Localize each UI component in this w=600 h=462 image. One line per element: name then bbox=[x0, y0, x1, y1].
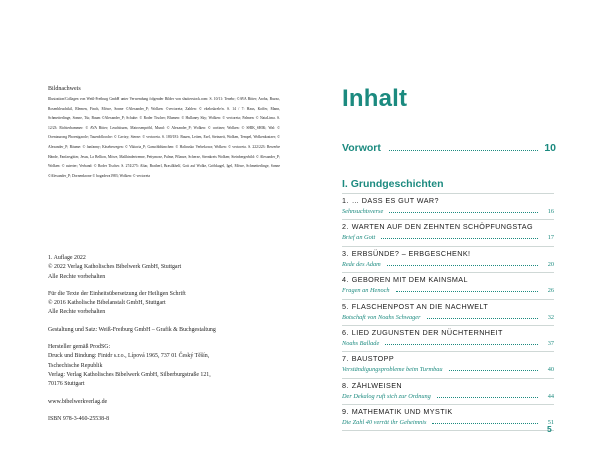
dot-leader bbox=[381, 238, 538, 239]
toc-entry-page-number: 26 bbox=[547, 287, 554, 295]
imprint bbox=[48, 254, 288, 424]
imprint-line: © 2022 Verlag Katholisches Bibelwerk GmbH, Stuttgart bbox=[48, 264, 182, 271]
toc-entry-subtitle: Brief an Gott bbox=[342, 234, 376, 242]
toc-entry bbox=[342, 378, 554, 404]
toc-entry-number: 7. bbox=[342, 354, 349, 364]
toc-entry-page-number: 16 bbox=[547, 208, 554, 215]
dot-leader bbox=[432, 423, 538, 424]
toc-entry-number: 4. bbox=[342, 275, 349, 285]
imprint-line: Tschechische Republik bbox=[48, 362, 103, 369]
imprint-gap bbox=[48, 407, 288, 415]
toc-entry-subtitle-row bbox=[342, 416, 554, 429]
toc-entry-title-text: BAUSTOPP bbox=[351, 354, 395, 364]
dot-leader bbox=[389, 150, 538, 151]
toc-entry bbox=[342, 351, 554, 377]
toc-entry-title bbox=[342, 352, 554, 363]
toc-entry bbox=[342, 404, 554, 430]
toc-entry-title bbox=[342, 194, 554, 205]
toc-entry-title-text: GEBOREN MIT DEM KAINSMAL bbox=[351, 275, 468, 285]
toc-entry-page-number: 20 bbox=[547, 260, 554, 268]
imprint-line: Alle Rechte vorbehalten bbox=[48, 309, 106, 316]
toc-entry bbox=[342, 299, 554, 325]
toc-entry bbox=[342, 193, 554, 219]
toc-entry-page-number: 40 bbox=[547, 366, 554, 374]
imprint-line: 70176 Stuttgart bbox=[48, 381, 85, 388]
toc-entry-subtitle: Fragen an Henoch bbox=[342, 287, 390, 295]
dot-leader bbox=[449, 370, 538, 371]
imprint-line: Verlag: Verlag Katholisches Bibelwerk GmbH, Silberburgstraße 121, bbox=[48, 371, 211, 378]
section-title: I. Grundgeschichten bbox=[342, 178, 444, 190]
imprint-line: www.bibelwerkverlag.de bbox=[48, 398, 108, 405]
imprint-gap bbox=[48, 335, 288, 343]
toc-entry-page-number: 51 bbox=[547, 419, 554, 427]
imprint-line: © 2016 Katholische Bibelanstalt GmbH, Stuttgart bbox=[48, 300, 166, 307]
toc-entry-page-number: 44 bbox=[547, 392, 554, 400]
toc-entry bbox=[342, 272, 554, 298]
dot-leader bbox=[385, 344, 538, 345]
toc-entry-subtitle-row bbox=[342, 311, 554, 324]
toc-entry-number: 3. bbox=[342, 248, 349, 258]
toc-entry-page-number: 32 bbox=[547, 313, 554, 321]
imprint-line: Hersteller gemäß ProdSG: bbox=[48, 344, 111, 351]
imprint-gap bbox=[48, 282, 288, 290]
toc-entry-number: 9. bbox=[342, 407, 349, 417]
toc-entry-subtitle: Die Zahl 40 verrät ihr Geheimnis bbox=[342, 419, 427, 427]
toc-entry-vorwort bbox=[342, 142, 556, 154]
imprint-gap bbox=[48, 318, 288, 326]
toc-entry-number: 1. bbox=[342, 196, 349, 205]
toc-entry-page-number: 17 bbox=[547, 234, 554, 242]
credits-title: Bildnachweis bbox=[48, 86, 81, 92]
toc-entry-title bbox=[342, 326, 554, 337]
toc-entry-subtitle-row bbox=[342, 337, 554, 350]
imprint-line: 1. Auflage 2022 bbox=[48, 255, 86, 261]
toc-entry-subtitle: Der Dekalog ruft sich zur Ordnung bbox=[342, 392, 431, 400]
toc-entry-title-text: MATHEMATIK UND MYSTIK bbox=[351, 407, 453, 417]
vorwort-page-number: 10 bbox=[544, 142, 556, 154]
toc-entry-title bbox=[342, 405, 554, 416]
toc-entry-subtitle: Verständigungsprobleme beim Turmbau bbox=[342, 366, 443, 374]
toc-entry-title-text: FLASCHENPOST AN DIE NACHWELT bbox=[351, 301, 489, 311]
toc-entry-subtitle-row bbox=[342, 258, 554, 271]
toc-entry-title-text: … DASS ES GUT WAR? bbox=[351, 196, 439, 205]
imprint-line: Druck und Bindung: Finidr s.r.o., Lípová 1965, 737 01 Český Těšín, bbox=[48, 353, 210, 360]
credits-text: Illustration/Collagen von Weiß-Freiburg GmbH unter Verwendung folgender Bilder von shutterstock.com: S. 10/11: Tenebr; ©AVA Bitter; Aroba, Buzzo, Rosenbleuchtkil, Rlemen, Finch, Möwe, Sonne ©Alexander_P; Wolken: ©vectoreta; Zahlen: © ekeloskrele/n. S. 14 / 7: Haus, Koffer, Mann, Schmetterlinge, Sonne, Tür, Baum ©Alexander_P; Schuhe: © Roder Tischer; Blumen: © Hullaney Sky; Wolken: © vectoreta; Palmen: © NataLima. S. 12/23: Richterhammer: © AVA Bitter; Leuchtturm, Matrosenpröbl, Mund: © Alexander_P; Wolken: © cortiner; Wolken: © SHIK_SHIK; Wal: © Ocentaurong Phoenigarole; Tauenbflooche: © Cavizy; Sterne: © vectoreta. S. 180/181: Bauen, Leiten, Esel, Steinzeit, Wolken, Tempel, Wolkenkratzer; © Alexander_P; Bäume: © fanfanny; Käsebewegen: © Viktoria_P; Ganschblümchen: © Halirusko Verbekowa; Wolken: © vectoreta. S. 222/223: Bewerbe Hände, Fanfarsgitter, Jesus, La Bellion, Möwe, Maßhindertrenne, Pettymose, Palme, Pflanze, Scherze, Sternkreis Wolken; Steinbergerbild: © Alexander_P; Wolken: © asterter; Verband: © Roder Tischer. S. 274/275: Altar, Bratherl, Brasilkhelf, Gott auf Wolke, Gröbkugel, Igel, Möwe, Schmetterlinge, Sonne ©Alexander_P; Dornenkrone © bogadeva1983; Wolken: © vectoreta bbox=[48, 97, 280, 178]
toc-entry-number: 2. bbox=[342, 222, 349, 232]
imprint-gap bbox=[48, 390, 288, 398]
dot-leader bbox=[437, 397, 538, 398]
imprint-line: ISBN 978-3-460-25538-8 bbox=[48, 415, 110, 422]
vorwort-label: Vorwort bbox=[342, 142, 381, 154]
toc-entry-title bbox=[342, 379, 554, 390]
toc-entry-number: 5. bbox=[342, 301, 349, 311]
toc-entry-subtitle-row bbox=[342, 284, 554, 297]
toc-entry-number: 8. bbox=[342, 380, 349, 390]
toc-entry-page-number: 37 bbox=[547, 339, 554, 347]
toc-entry-subtitle-row bbox=[342, 363, 554, 376]
dot-leader bbox=[427, 318, 538, 319]
toc-entry-title bbox=[342, 273, 554, 284]
toc-heading: Inhalt bbox=[342, 85, 408, 112]
toc-entry-number: 6. bbox=[342, 327, 349, 337]
toc-entry-title-text: ERBSÜNDE? – ERBGESCHENK! bbox=[351, 248, 471, 258]
imprint-line: Gestaltung und Satz: Weiß-Freiburg GmbH – Grafik & Buchgestaltung bbox=[48, 326, 216, 333]
toc-entry-subtitle: Botschaft von Noahs Schwager bbox=[342, 313, 421, 321]
imprint-line: Alle Rechte vorbehalten bbox=[48, 273, 106, 280]
toc-entry-subtitle: Rede des Adam bbox=[342, 260, 381, 268]
dot-leader bbox=[396, 291, 538, 292]
dot-leader bbox=[387, 265, 538, 266]
toc-entry-subtitle-row bbox=[342, 205, 554, 218]
page-number: 5 bbox=[547, 424, 552, 434]
toc-entry-title bbox=[342, 247, 554, 258]
toc-entry-title-text: WARTEN AUF DEN ZEHNTEN SCHÖPFUNGSTAG bbox=[351, 222, 533, 232]
right-page bbox=[300, 0, 600, 462]
toc-entry-title-text: LIED ZUGUNSTEN DER NÜCHTERNHEIT bbox=[351, 327, 503, 337]
toc-entry-subtitle-row bbox=[342, 231, 554, 244]
toc-entry-title-text: ZÄHLWEISEN bbox=[351, 380, 402, 390]
toc-entry-subtitle: Noahs Ballade bbox=[342, 339, 380, 347]
toc-entry-title bbox=[342, 220, 554, 231]
toc-entry-title bbox=[342, 300, 554, 311]
toc-entry-subtitle-row bbox=[342, 390, 554, 403]
imprint-line: Für die Texte der Einheitsübersetzung der Heiligen Schrift bbox=[48, 290, 186, 297]
toc-entries bbox=[342, 193, 554, 431]
toc-entry bbox=[342, 246, 554, 272]
toc-entry bbox=[342, 219, 554, 245]
dot-leader bbox=[389, 212, 538, 213]
toc-entry bbox=[342, 325, 554, 351]
toc-entry-subtitle: Sehnsuchtsverse bbox=[342, 208, 384, 215]
